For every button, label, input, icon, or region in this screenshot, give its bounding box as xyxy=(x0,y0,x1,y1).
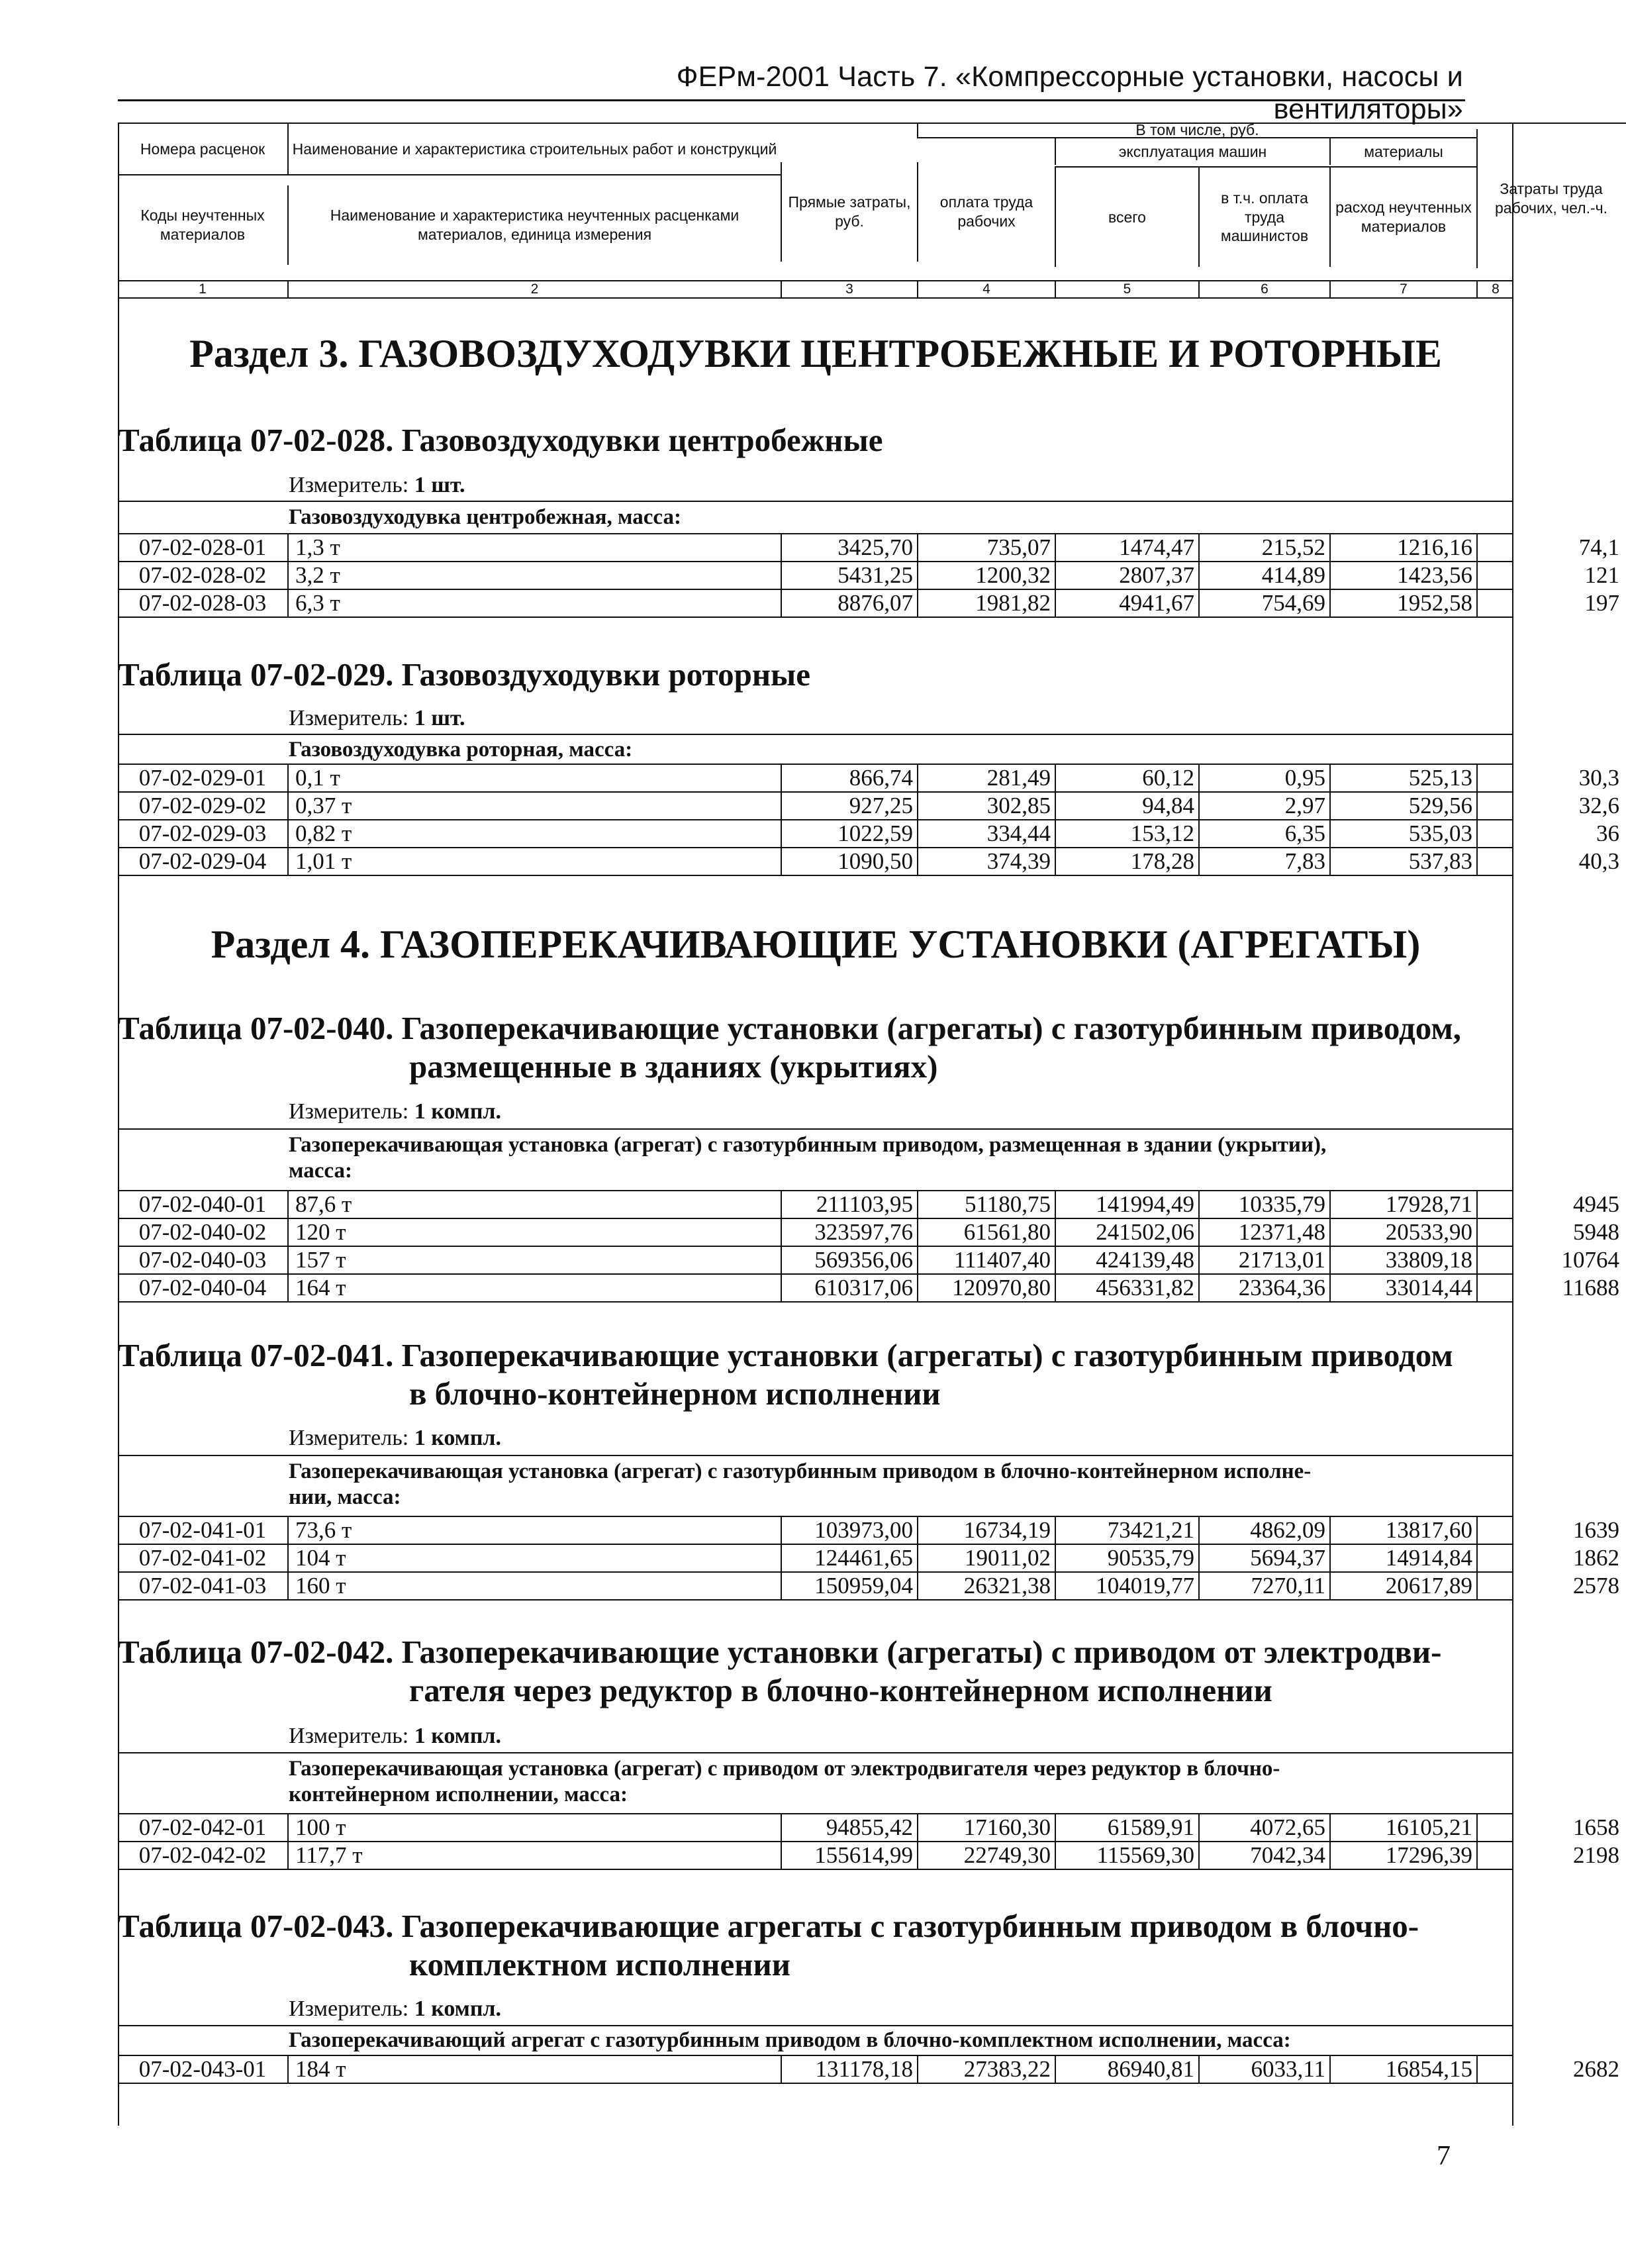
cost-value: 23364,36 xyxy=(1198,1275,1329,1301)
cost-value: 17296,39 xyxy=(1329,1842,1476,1869)
rate-code: 07-02-028-02 xyxy=(138,562,267,588)
cost-value: 13817,60 xyxy=(1329,1517,1476,1544)
rate-code: 07-02-043-01 xyxy=(138,2056,267,2082)
cost-value: 5948 xyxy=(1476,1219,1625,1246)
cost-value: 7270,11 xyxy=(1198,1573,1329,1599)
table-bottom-rule xyxy=(118,1599,1513,1601)
table-row xyxy=(118,561,1619,589)
rate-code: 07-02-041-02 xyxy=(138,1545,267,1571)
table-title: Таблица 07-02-041. Газоперекачивающие установки (агрегаты) с газотурбинным приводом в блочно-контейнерном исполнении xyxy=(118,1337,1453,1412)
cost-value: 153,12 xyxy=(1055,820,1198,847)
measure-line: Измеритель: 1 шт. xyxy=(289,473,465,497)
table-bottom-rule xyxy=(118,875,1513,876)
cost-value: 17928,71 xyxy=(1329,1191,1476,1218)
cost-value: 323597,76 xyxy=(781,1219,917,1246)
cost-value: 20533,90 xyxy=(1329,1219,1476,1246)
header-rule xyxy=(118,99,1465,101)
table-row xyxy=(118,1273,1619,1301)
mass-value: 0,82 т xyxy=(287,820,781,847)
wage-label: оплата труда рабочих xyxy=(917,162,1055,262)
col-number: 3 xyxy=(781,281,917,297)
cost-value: 150959,04 xyxy=(781,1573,917,1599)
col-number: 8 xyxy=(1476,281,1513,297)
cost-value: 7042,34 xyxy=(1198,1842,1329,1869)
cost-value: 73421,21 xyxy=(1055,1517,1198,1544)
table-row xyxy=(118,1218,1619,1246)
table-row xyxy=(118,819,1619,847)
cost-value: 610317,06 xyxy=(781,1275,917,1301)
cost-value: 7,83 xyxy=(1198,848,1329,875)
cost-value: 2198 xyxy=(1476,1842,1625,1869)
cost-value: 131178,18 xyxy=(781,2056,917,2083)
cost-value: 414,89 xyxy=(1198,562,1329,589)
col2-top-label: Наименование и характеристика строительных работ и конструкций xyxy=(287,123,781,175)
section-title: Раздел 4. ГАЗОПЕРЕКАЧИВАЮЩИЕ УСТАНОВКИ (АГРЕГАТЫ) xyxy=(211,922,1421,966)
cost-value: 537,83 xyxy=(1329,848,1476,875)
cost-value: 40,3 xyxy=(1476,848,1625,875)
group-title: Газоперекачивающая установка (агрегат) с газотурбинным приводом в блочно-контейнерном исполне- нии, масса: xyxy=(289,1459,1312,1509)
mass-value: 87,6 т xyxy=(287,1191,781,1218)
cost-value: 927,25 xyxy=(781,793,917,819)
cost-value: 529,56 xyxy=(1329,793,1476,819)
cost-value: 1658 xyxy=(1476,1814,1625,1841)
col-number: 6 xyxy=(1198,281,1329,297)
mass-value: 0,1 т xyxy=(287,765,781,791)
cost-value: 16854,15 xyxy=(1329,2056,1476,2083)
materials-unaccounted-label: расход неучтенных материалов xyxy=(1329,168,1476,267)
cost-value: 33014,44 xyxy=(1329,1275,1476,1301)
table-row xyxy=(118,1841,1619,1869)
rate-code: 07-02-029-03 xyxy=(138,820,267,846)
cost-value: 1090,50 xyxy=(781,848,917,875)
page-number: 7 xyxy=(1437,2141,1451,2171)
mass-value: 184 т xyxy=(287,2056,781,2083)
mass-value: 157 т xyxy=(287,1247,781,1273)
cost-value: 51180,75 xyxy=(917,1191,1055,1218)
col-number: 4 xyxy=(917,281,1055,297)
cost-value: 26321,38 xyxy=(917,1573,1055,1599)
rate-code: 07-02-040-03 xyxy=(138,1247,267,1273)
cost-value: 20617,89 xyxy=(1329,1573,1476,1599)
cost-value: 754,69 xyxy=(1198,590,1329,616)
cost-value: 2,97 xyxy=(1198,793,1329,819)
rate-code: 07-02-040-04 xyxy=(138,1275,267,1301)
cost-value: 94855,42 xyxy=(781,1814,917,1841)
table-row xyxy=(118,1246,1619,1273)
table-bottom-rule xyxy=(118,1869,1513,1870)
group-title: Газовоздуходувка центробежная, масса: xyxy=(289,505,681,529)
cost-value: 86940,81 xyxy=(1055,2056,1198,2083)
cost-value: 2682 xyxy=(1476,2056,1625,2083)
cost-value: 334,44 xyxy=(917,820,1055,847)
cost-value: 1474,47 xyxy=(1055,534,1198,561)
cost-value: 121 xyxy=(1476,562,1625,589)
rate-code: 07-02-041-01 xyxy=(138,1517,267,1543)
cost-value: 115569,30 xyxy=(1055,1842,1198,1869)
cost-value: 1423,56 xyxy=(1329,562,1476,589)
mass-value: 100 т xyxy=(287,1814,781,1841)
table-row xyxy=(118,791,1619,819)
rate-code: 07-02-040-02 xyxy=(138,1219,267,1245)
table-bottom-rule xyxy=(118,1301,1513,1303)
mass-value: 160 т xyxy=(287,1573,781,1599)
measure-line: Измеритель: 1 компл. xyxy=(289,1724,502,1748)
cost-value: 1022,59 xyxy=(781,820,917,847)
table-row xyxy=(118,1190,1619,1218)
table-row xyxy=(118,1571,1619,1599)
mass-value: 1,01 т xyxy=(287,848,781,875)
cost-value: 111407,40 xyxy=(917,1247,1055,1273)
table-row xyxy=(118,1544,1619,1571)
table-row xyxy=(118,589,1619,616)
measure-line: Измеритель: 1 шт. xyxy=(289,706,465,730)
cost-value: 19011,02 xyxy=(917,1545,1055,1571)
table-row xyxy=(118,764,1619,791)
cost-value: 535,03 xyxy=(1329,820,1476,847)
cost-value: 120970,80 xyxy=(917,1275,1055,1301)
cost-value: 60,12 xyxy=(1055,765,1198,791)
cost-value: 569356,06 xyxy=(781,1247,917,1273)
col1-top-label: Номера расценок xyxy=(140,140,265,158)
cost-value: 61589,91 xyxy=(1055,1814,1198,1841)
cost-value: 2807,37 xyxy=(1055,562,1198,589)
cost-value: 178,28 xyxy=(1055,848,1198,875)
cost-value: 525,13 xyxy=(1329,765,1476,791)
col-number: 7 xyxy=(1329,281,1476,297)
cost-value: 4945 xyxy=(1476,1191,1625,1218)
cost-value: 241502,06 xyxy=(1055,1219,1198,1246)
cost-value: 12371,48 xyxy=(1198,1219,1329,1246)
group-title: Газовоздуходувка роторная, масса: xyxy=(289,738,633,762)
cost-value: 61561,80 xyxy=(917,1219,1055,1246)
measure-line: Измеритель: 1 компл. xyxy=(289,1426,502,1450)
cost-value: 94,84 xyxy=(1055,793,1198,819)
rate-code: 07-02-028-01 xyxy=(138,534,267,560)
table-title: Таблица 07-02-040. Газоперекачивающие установки (агрегаты) с газотурбинным приводом, размещенные в зданиях (укрытиях) xyxy=(118,1010,1461,1085)
table-row xyxy=(118,2055,1619,2083)
table-bottom-rule xyxy=(118,616,1513,618)
rate-code: 07-02-029-04 xyxy=(138,848,267,874)
col3-label: Прямые затраты, руб. xyxy=(781,162,917,262)
col-number: 1 xyxy=(199,281,207,297)
cost-value: 3425,70 xyxy=(781,534,917,561)
table-row xyxy=(118,1813,1619,1841)
cost-value: 5431,25 xyxy=(781,562,917,589)
labor-label: Затраты труда рабочих, чел.-ч. xyxy=(1476,129,1625,268)
cost-value: 16105,21 xyxy=(1329,1814,1476,1841)
cost-value: 74,1 xyxy=(1476,534,1625,561)
cost-value: 2578 xyxy=(1476,1573,1625,1599)
cost-value: 456331,82 xyxy=(1055,1275,1198,1301)
cost-value: 14914,84 xyxy=(1329,1545,1476,1571)
section-title: Раздел 3. ГАЗОВОЗДУХОДУВКИ ЦЕНТРОБЕЖНЫЕ И РОТОРНЫЕ xyxy=(189,332,1442,375)
table-row xyxy=(118,533,1619,561)
cost-value: 36 xyxy=(1476,820,1625,847)
cost-value: 1981,82 xyxy=(917,590,1055,616)
cost-value: 22749,30 xyxy=(917,1842,1055,1869)
mass-value: 164 т xyxy=(287,1275,781,1301)
cost-value: 1952,58 xyxy=(1329,590,1476,616)
mass-value: 117,7 т xyxy=(287,1842,781,1869)
cost-value: 211103,95 xyxy=(781,1191,917,1218)
machines-label: эксплуатация машин xyxy=(1055,138,1329,165)
cost-value: 4072,65 xyxy=(1198,1814,1329,1841)
rate-code: 07-02-042-02 xyxy=(138,1842,267,1868)
cost-value: 32,6 xyxy=(1476,793,1625,819)
materials-label: материалы xyxy=(1329,138,1476,165)
table-title: Таблица 07-02-029. Газовоздуходувки роторные xyxy=(118,656,811,693)
cost-value: 10764 xyxy=(1476,1247,1625,1273)
running-head: ФЕРм-2001 Часть 7. «Компрессорные установки, насосы и вентиляторы» xyxy=(676,61,1463,125)
cost-value: 215,52 xyxy=(1198,534,1329,561)
machines-total-label: всего xyxy=(1055,168,1198,267)
cost-value: 11688 xyxy=(1476,1275,1625,1301)
cost-value: 103973,00 xyxy=(781,1517,917,1544)
cost-value: 141994,49 xyxy=(1055,1191,1198,1218)
group-title: Газоперекачивающая установка (агрегат) с приводом от электродвигателя через редуктор в блочно- контейнерном исполнении, масса: xyxy=(289,1757,1280,1806)
cost-value: 90535,79 xyxy=(1055,1545,1198,1571)
cost-value: 4862,09 xyxy=(1198,1517,1329,1544)
mass-value: 3,2 т xyxy=(287,562,781,589)
cost-value: 30,3 xyxy=(1476,765,1625,791)
cost-value: 1862 xyxy=(1476,1545,1625,1571)
cost-value: 5694,37 xyxy=(1198,1545,1329,1571)
rate-code: 07-02-042-01 xyxy=(138,1814,267,1840)
rate-code: 07-02-028-03 xyxy=(138,590,267,616)
incl-label: В том числе, руб. xyxy=(917,123,1476,137)
cost-value: 735,07 xyxy=(917,534,1055,561)
cost-value: 21713,01 xyxy=(1198,1247,1329,1273)
group-title: Газоперекачивающая установка (агрегат) с газотурбинным приводом, размещенная в здании (укрытии), масса: xyxy=(289,1133,1327,1183)
cost-value: 302,85 xyxy=(917,793,1055,819)
table-title: Таблица 07-02-028. Газовоздуходувки центробежные xyxy=(118,422,883,458)
cost-value: 27383,22 xyxy=(917,2056,1055,2083)
cost-value: 33809,18 xyxy=(1329,1247,1476,1273)
cost-value: 104019,77 xyxy=(1055,1573,1198,1599)
cost-value: 6033,11 xyxy=(1198,2056,1329,2083)
cost-value: 124461,65 xyxy=(781,1545,917,1571)
cost-value: 16734,19 xyxy=(917,1517,1055,1544)
table-title: Таблица 07-02-043. Газоперекачивающие агрегаты с газотурбинным приводом в блочно- комплектном исполнении xyxy=(118,1908,1419,1983)
cost-value: 424139,48 xyxy=(1055,1247,1198,1273)
col-number: 2 xyxy=(287,281,781,297)
table-title: Таблица 07-02-042. Газоперекачивающие установки (агрегаты) с приводом от электродви- гателя через редуктор в блочно-контейнерном исполнении xyxy=(118,1634,1442,1708)
machines-wage-label: в т.ч. оплата труда машинистов xyxy=(1198,168,1329,267)
mass-value: 120 т xyxy=(287,1219,781,1246)
group-title: Газоперекачивающий агрегат с газотурбинным приводом в блочно-комплектном исполнении, масса: xyxy=(289,2028,1291,2052)
col1-bottom-label: Коды неучтенных материалов xyxy=(140,207,265,243)
cost-value: 8876,07 xyxy=(781,590,917,616)
cost-value: 1216,16 xyxy=(1329,534,1476,561)
rate-code: 07-02-041-03 xyxy=(138,1573,267,1599)
col2-bottom-label: Наименование и характеристика неучтенных расценками материалов, единица измерения xyxy=(287,185,781,265)
cost-value: 1639 xyxy=(1476,1517,1625,1544)
mass-value: 104 т xyxy=(287,1545,781,1571)
column-number-row xyxy=(118,280,1513,299)
measure-line: Измеритель: 1 компл. xyxy=(289,1997,502,2021)
cost-value: 1200,32 xyxy=(917,562,1055,589)
table-row xyxy=(118,847,1619,875)
cost-value: 374,39 xyxy=(917,848,1055,875)
cost-value: 17160,30 xyxy=(917,1814,1055,1841)
table-row xyxy=(118,1516,1619,1544)
cost-value: 6,35 xyxy=(1198,820,1329,847)
mass-value: 73,6 т xyxy=(287,1517,781,1544)
col-number: 5 xyxy=(1055,281,1198,297)
measure-line: Измеритель: 1 компл. xyxy=(289,1099,502,1124)
rate-code: 07-02-040-01 xyxy=(138,1191,267,1217)
column-header xyxy=(118,121,1607,291)
cost-value: 281,49 xyxy=(917,765,1055,791)
cost-value: 4941,67 xyxy=(1055,590,1198,616)
table-bottom-rule xyxy=(118,2083,1513,2084)
cost-value: 155614,99 xyxy=(781,1842,917,1869)
cost-value: 0,95 xyxy=(1198,765,1329,791)
mass-value: 6,3 т xyxy=(287,590,781,616)
cost-value: 197 xyxy=(1476,590,1625,616)
rate-code: 07-02-029-01 xyxy=(138,765,267,791)
rate-code: 07-02-029-02 xyxy=(138,793,267,818)
cost-value: 866,74 xyxy=(781,765,917,791)
cost-value: 10335,79 xyxy=(1198,1191,1329,1218)
mass-value: 0,37 т xyxy=(287,793,781,819)
mass-value: 1,3 т xyxy=(287,534,781,561)
